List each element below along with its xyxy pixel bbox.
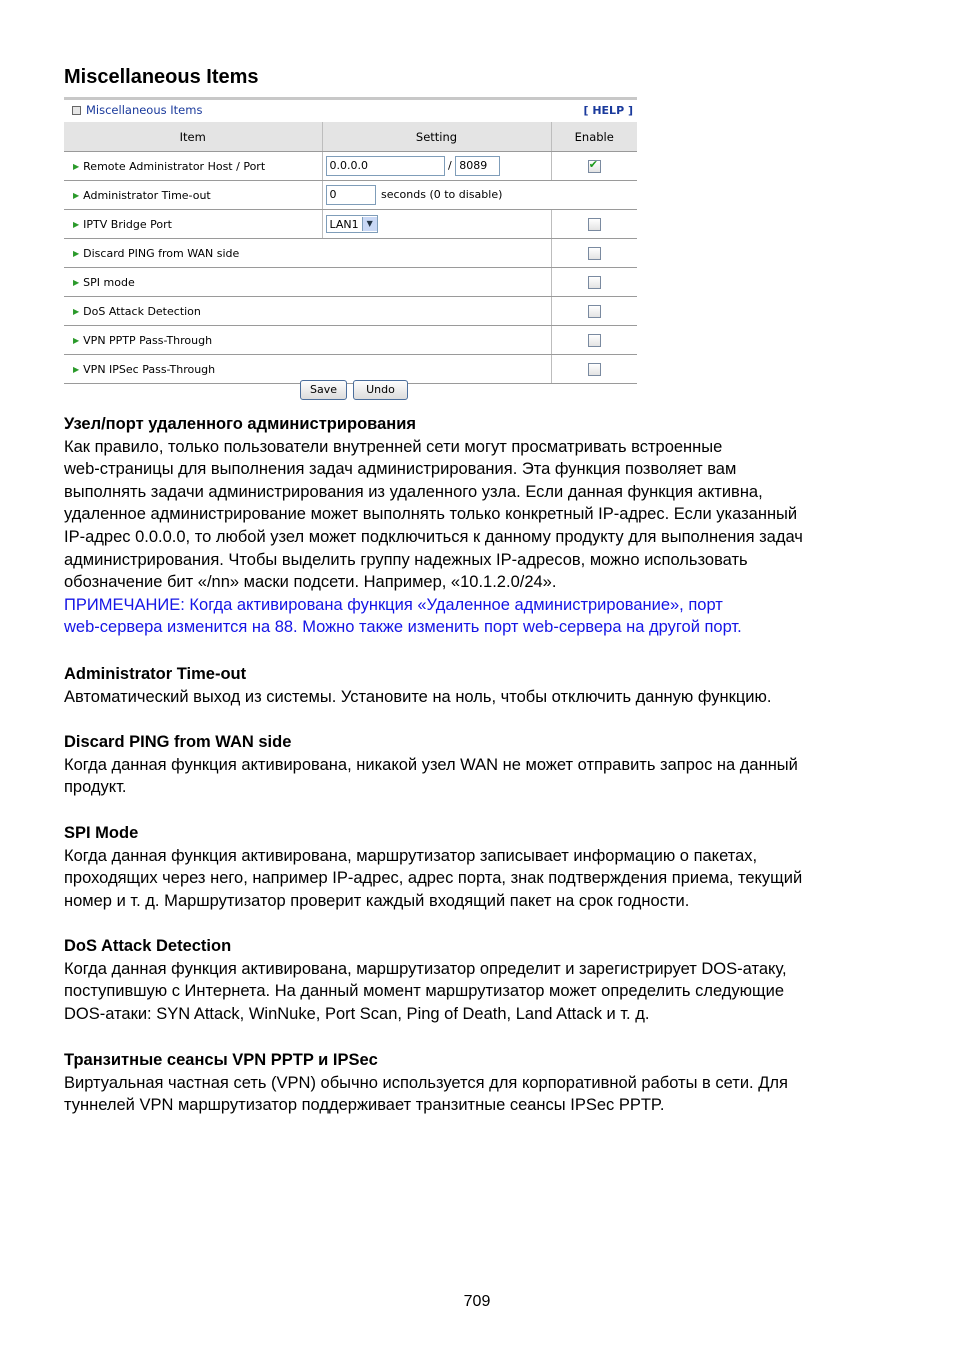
panel-title-text: Miscellaneous Items: [86, 103, 203, 117]
collapse-box-icon: [72, 106, 81, 115]
row-label: [64, 210, 322, 239]
table-row: [64, 152, 637, 181]
bullet-arrow-icon: ▶: [73, 364, 80, 374]
row-label-text: Discard PING from WAN side: [83, 246, 240, 260]
settings-table: [64, 122, 637, 384]
section-heading: SPI Mode: [64, 824, 139, 842]
text-line: выполнять задачи администрирования из удаленного узла. Если данная функция активна,: [64, 482, 763, 501]
row-label: [64, 239, 551, 268]
text-line: проходящих через него, например IP-адрес, адрес порта, знак подтверждения приема, текущий: [64, 869, 803, 888]
text-line: Виртуальная частная сеть (VPN) обычно используется для корпоративной работы в сети. Для: [64, 1073, 788, 1092]
note-line: web-сервера изменится на 88. Можно также изменить порт web-сервера на другой порт.: [64, 618, 742, 637]
section-heading: Administrator Time-out: [64, 665, 247, 683]
row-label-text: VPN IPSec Pass-Through: [83, 362, 216, 376]
remote-port-input[interactable]: 8089: [455, 156, 500, 176]
discard-ping-checkbox[interactable]: [588, 247, 601, 260]
text-line: Когда данная функция активирована, маршрутизатор определит и зарегистрирует DOS-атаку,: [64, 959, 787, 978]
save-button[interactable]: Save: [300, 380, 347, 400]
text-line: DOS-атаки: SYN Attack, WinNuke, Port Scan, Ping of Death, Land Attack и т. д.: [64, 1004, 650, 1023]
row-label: [64, 268, 551, 297]
row-label-text: DoS Attack Detection: [83, 304, 201, 318]
table-row: [64, 239, 637, 268]
bullet-arrow-icon: ▶: [73, 190, 80, 200]
row-enable: [551, 326, 637, 355]
remote-host-input[interactable]: 0.0.0.0: [326, 156, 445, 176]
text-line: Как правило, только пользователи внутренней сети могут просматривать встроенные: [64, 437, 723, 456]
section-heading: DoS Attack Detection: [64, 937, 232, 955]
bullet-arrow-icon: ▶: [73, 335, 80, 345]
section-heading: Узел/порт удаленного администрирования: [64, 415, 417, 433]
form-buttons: [300, 380, 408, 400]
section-vpn-passthrough: [64, 1049, 884, 1117]
bullet-arrow-icon: ▶: [73, 248, 80, 258]
text-line: web-страницы для выполнения задач администрирования. Эта функция позволяет вам: [64, 460, 737, 479]
row-enable: [551, 239, 637, 268]
chevron-down-icon: ▼: [362, 217, 377, 231]
row-enable: [551, 268, 637, 297]
iptv-port-value: LAN1: [329, 217, 359, 231]
text-line: удаленное администрирование может выполнять только конкретный IP-адрес. Если указанный: [64, 505, 798, 524]
text-line: Автоматический выход из системы. Установите на ноль, чтобы отключить данную функцию.: [64, 687, 772, 706]
help-link[interactable]: [ HELP ]: [583, 104, 633, 117]
table-header-row: [64, 122, 637, 152]
bullet-arrow-icon: ▶: [73, 306, 80, 316]
text-line: номер и т. д. Маршрутизатор проверит каждый входящий пакет на срок годности.: [64, 891, 690, 910]
vpn-pptp-checkbox[interactable]: [588, 334, 601, 347]
section-discard-ping: [64, 731, 884, 799]
column-header-enable: Enable: [551, 122, 637, 152]
section-spi-mode: [64, 822, 884, 912]
dos-detection-checkbox[interactable]: [588, 305, 601, 318]
section-heading: Discard PING from WAN side: [64, 733, 292, 751]
timeout-input[interactable]: 0: [326, 185, 376, 205]
text-line: обозначение бит «/nn» маски подсети. Например, «10.1.2.0/24».: [64, 573, 557, 592]
row-setting: [322, 210, 551, 239]
text-line: IP-адрес 0.0.0.0, то любой узел может подключиться к данному продукту для выполнения задач: [64, 527, 803, 546]
host-port-separator: /: [448, 159, 452, 172]
remote-admin-checkbox[interactable]: [588, 160, 601, 173]
row-setting: [322, 152, 551, 181]
note-line: ПРИМЕЧАНИЕ: Когда активирована функция «Удаленное администрирование», порт: [64, 595, 723, 614]
section-admin-timeout: [64, 663, 884, 708]
panel-header: [64, 97, 637, 122]
row-label: [64, 181, 322, 210]
column-header-item: Item: [64, 122, 322, 152]
table-row: [64, 297, 637, 326]
row-setting: [322, 181, 637, 210]
page-title: Miscellaneous Items: [64, 66, 259, 88]
section-remote-admin: [64, 413, 884, 639]
text-line: поступившую с Интернета. На данный момент маршрутизатор может определить следующие: [64, 982, 784, 1001]
row-label-text: SPI mode: [83, 275, 135, 289]
panel-title: [72, 103, 202, 117]
section-heading: Транзитные сеансы VPN PPTP и IPSec: [64, 1051, 378, 1069]
table-row: [64, 181, 637, 210]
row-enable: [551, 355, 637, 384]
page-number: 709: [463, 1293, 491, 1310]
row-label-text: IPTV Bridge Port: [83, 217, 172, 231]
timeout-hint: seconds (0 to disable): [381, 188, 503, 201]
text-line: Когда данная функция активирована, никакой узел WAN не может отправить запрос на данный: [64, 755, 798, 774]
undo-button[interactable]: Undo: [353, 380, 408, 400]
row-label: [64, 326, 551, 355]
text-line: администрирования. Чтобы выделить группу надежных IP-адресов, можно использовать: [64, 550, 748, 569]
text-line: Когда данная функция активирована, маршрутизатор записывает информацию о пакетах,: [64, 846, 758, 865]
row-label: [64, 152, 322, 181]
table-row: [64, 268, 637, 297]
row-label-text: Remote Administrator Host / Port: [83, 159, 266, 173]
iptv-bridge-checkbox[interactable]: [588, 218, 601, 231]
spi-mode-checkbox[interactable]: [588, 276, 601, 289]
iptv-port-select[interactable]: [326, 215, 378, 233]
row-enable: [551, 152, 637, 181]
table-row: [64, 326, 637, 355]
row-label-text: Administrator Time-out: [83, 188, 211, 202]
section-dos-detection: [64, 935, 884, 1025]
text-line: туннелей VPN маршрутизатор поддерживает транзитные сеансы IPSec PPTP.: [64, 1096, 665, 1115]
text-line: продукт.: [64, 778, 127, 797]
misc-items-panel: [64, 97, 637, 384]
vpn-ipsec-checkbox[interactable]: [588, 363, 601, 376]
table-row: [64, 210, 637, 239]
column-header-setting: Setting: [322, 122, 551, 152]
row-enable: [551, 210, 637, 239]
bullet-arrow-icon: ▶: [73, 161, 80, 171]
bullet-arrow-icon: ▶: [73, 277, 80, 287]
bullet-arrow-icon: ▶: [73, 219, 80, 229]
row-label: [64, 297, 551, 326]
row-label-text: VPN PPTP Pass-Through: [83, 333, 213, 347]
row-enable: [551, 297, 637, 326]
